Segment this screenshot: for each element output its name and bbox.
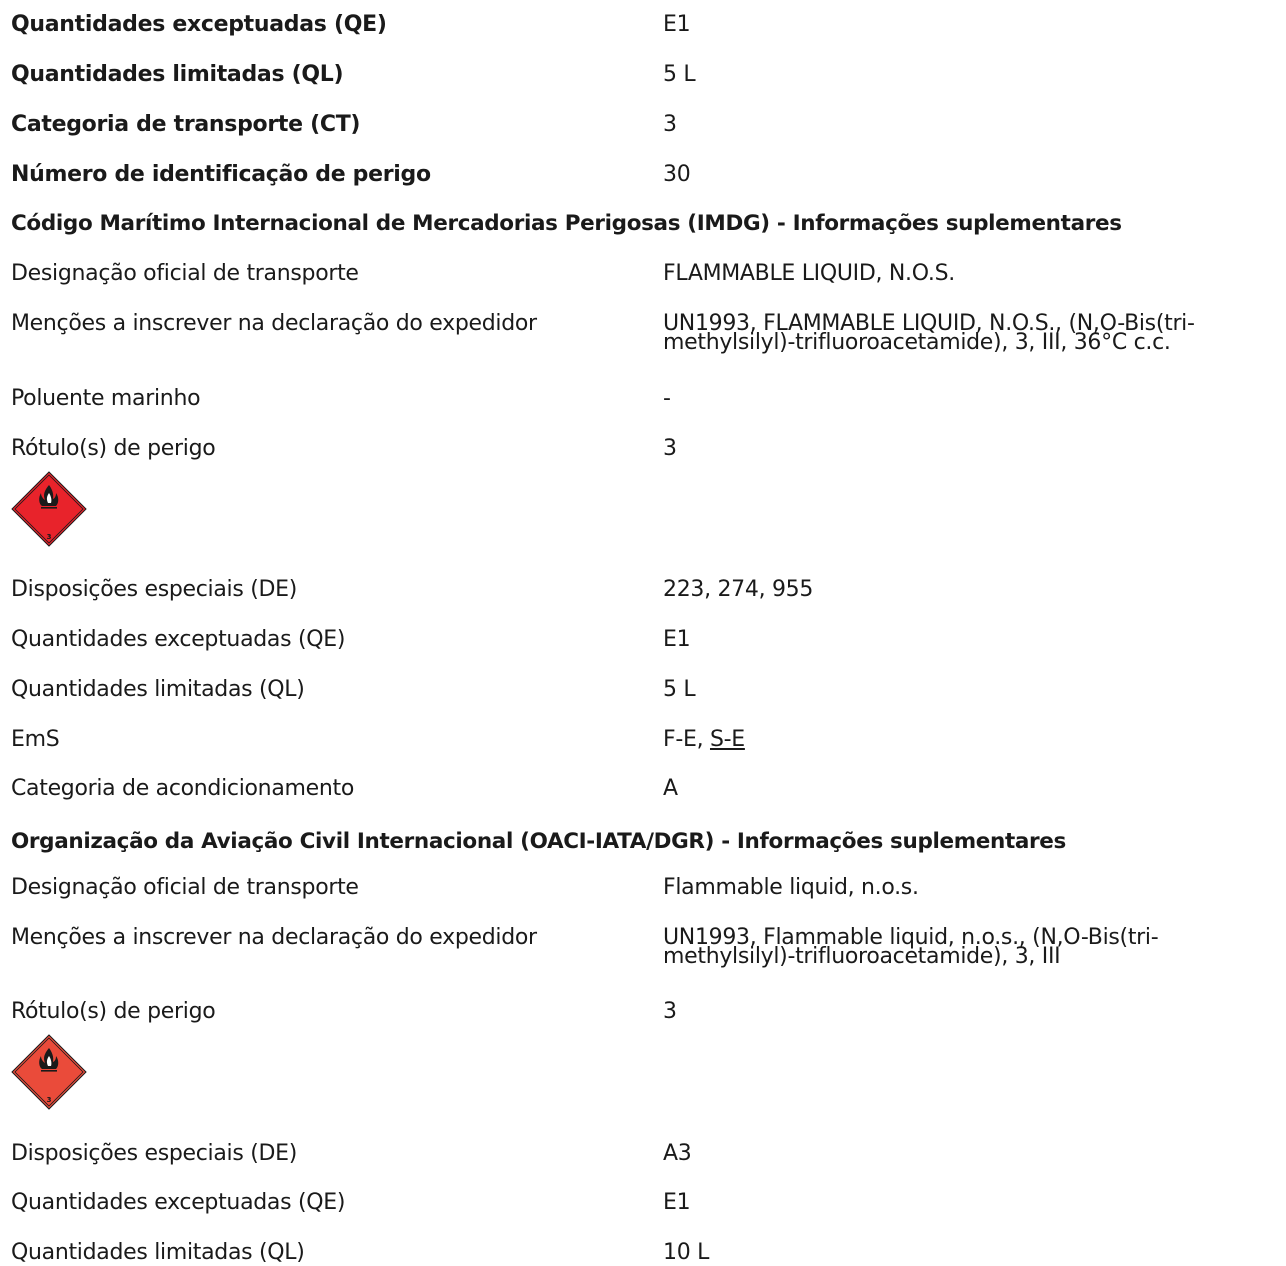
- row-label: Categoria de transporte (CT): [11, 112, 361, 137]
- row-value: [663, 311, 1283, 355]
- row-value: 3: [663, 436, 677, 461]
- ems-fire-code: F-E,: [663, 727, 710, 752]
- row-value: E1: [663, 627, 691, 652]
- row-value: 30: [663, 162, 691, 187]
- row-label: Disposições especiais (DE): [11, 1141, 298, 1166]
- row-value: [663, 727, 1283, 753]
- row-label: Quantidades limitadas (QL): [11, 677, 305, 702]
- row-value: E1: [663, 12, 691, 37]
- row-label: Quantidades limitadas (QL): [11, 1240, 305, 1265]
- row-label: Quantidades exceptuadas (QE): [11, 627, 346, 652]
- row-label: Número de identificação de perigo: [11, 162, 431, 187]
- flammable-liquid-pictogram-icon: [11, 1034, 87, 1110]
- flammable-liquid-pictogram-icon: [11, 471, 87, 547]
- svg-text:3: 3: [46, 1096, 52, 1104]
- row-label: Menções a inscrever na declaração do expedidor: [11, 925, 537, 950]
- svg-text:3: 3: [46, 533, 52, 541]
- row-value: 3: [663, 999, 677, 1024]
- row-value: A: [663, 776, 678, 801]
- row-label: Designação oficial de transporte: [11, 875, 359, 900]
- row-value: -: [663, 386, 671, 411]
- declaration-line-2: methylsilyl)-trifluoroacetamide), 3, III, 36°C c.c.: [663, 330, 1171, 355]
- row-label: Poluente marinho: [11, 386, 201, 411]
- row-value: [663, 925, 1283, 969]
- row-value: 5 L: [663, 62, 696, 87]
- declaration-line-2: methylsilyl)-trifluoroacetamide), 3, III: [663, 944, 1061, 969]
- row-label: Menções a inscrever na declaração do expedidor: [11, 311, 537, 336]
- row-label: EmS: [11, 727, 60, 752]
- row-label: Rótulo(s) de perigo: [11, 999, 216, 1024]
- row-value: E1: [663, 1190, 691, 1215]
- row-label: Quantidades limitadas (QL): [11, 62, 344, 87]
- row-label: Quantidades exceptuadas (QE): [11, 1190, 346, 1215]
- row-label: Rótulo(s) de perigo: [11, 436, 216, 461]
- row-value: 3: [663, 112, 677, 137]
- row-value: 10 L: [663, 1240, 710, 1265]
- row-label: Designação oficial de transporte: [11, 261, 359, 286]
- declaration-line-1: UN1993, FLAMMABLE LIQUID, N.O.S., (N,O-Bis(tri-: [663, 311, 1195, 336]
- row-value: Flammable liquid, n.o.s.: [663, 875, 919, 900]
- row-label: Categoria de acondicionamento: [11, 776, 354, 801]
- imdg-section-heading: Código Marítimo Internacional de Mercadorias Perigosas (IMDG) - Informações suplementares: [11, 211, 1122, 236]
- row-value: FLAMMABLE LIQUID, N.O.S.: [663, 261, 955, 286]
- row-value: 5 L: [663, 677, 696, 702]
- row-value: 223, 274, 955: [663, 577, 814, 602]
- row-label: Quantidades exceptuadas (QE): [11, 12, 387, 37]
- row-value: A3: [663, 1141, 692, 1166]
- ems-spillage-link[interactable]: S-E: [709, 727, 745, 752]
- icao-section-heading: Organização da Aviação Civil Internacional (OACI-IATA/DGR) - Informações suplementares: [11, 829, 1066, 854]
- row-label: Disposições especiais (DE): [11, 577, 298, 602]
- declaration-line-1: UN1993, Flammable liquid, n.o.s., (N,O-Bis(tri-: [663, 925, 1159, 950]
